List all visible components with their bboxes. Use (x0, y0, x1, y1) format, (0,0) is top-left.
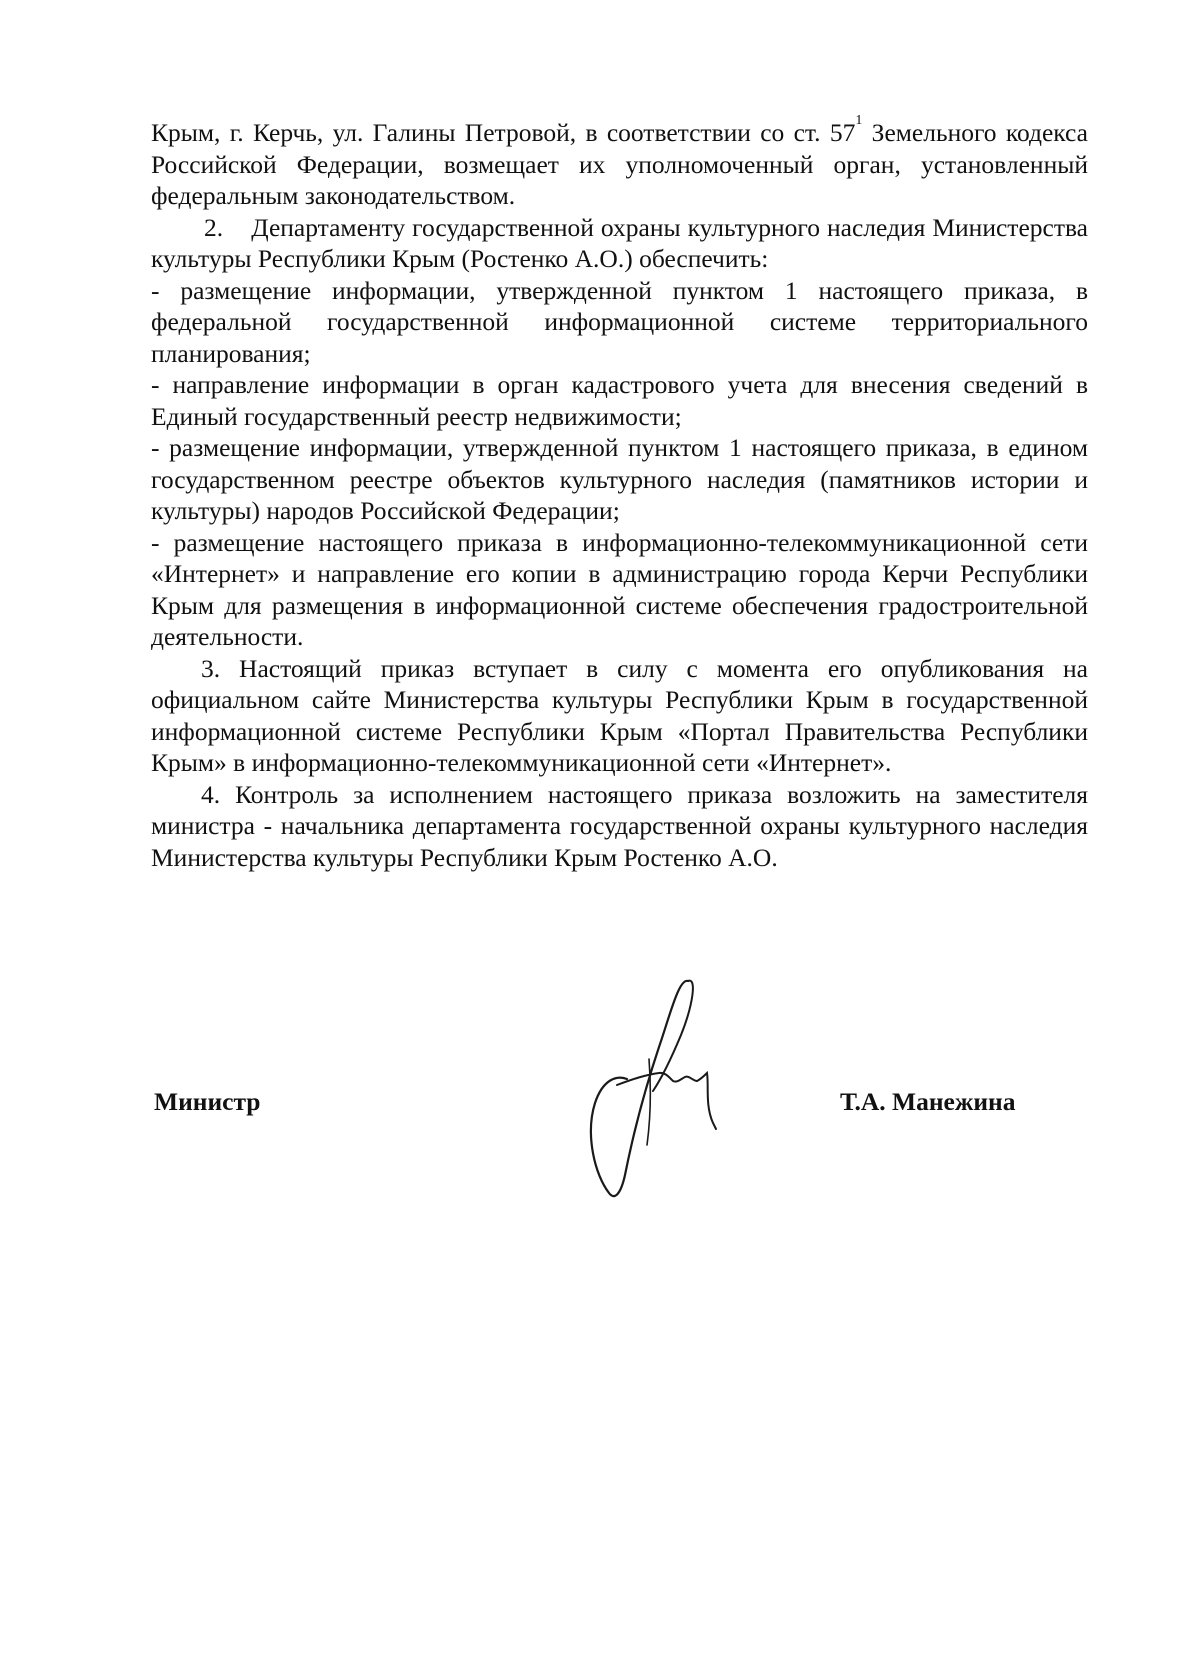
signatory-title: Министр (154, 1087, 261, 1116)
item-4: 4. Контроль за исполнением настоящего приказа возложить на заместителя министра - начальника департамента государственной охраны культурного наследия Министерства культуры Республики Крым Ростенко А.О. (151, 779, 1088, 872)
item-2-bullet: - размещение информации, утвержденной пунктом 1 настоящего приказа, в едином государственном реестре объектов культурного наследия (памятников истории и культуры) народов Российской Федерации; (151, 433, 1088, 525)
paragraph-intro-text-a: Крым, г. Керчь, ул. Галины Петровой, в соответствии со ст. 57 (151, 118, 856, 147)
item-2-bullet: - направление информации в орган кадастрового учета для внесения сведений в Единый государственный реестр недвижимости; (151, 370, 1088, 431)
paragraph-intro-text-b: Земельного кодекса Российской Федерации, возмещает их уполномоченный орган, установленный федеральным законодательством. (151, 118, 1088, 210)
item-2: 2. Департаменту государственной охраны культурного наследия Министерства культуры Республики Крым (Ростенко А.О.) обеспечить: (151, 212, 1088, 273)
item-3: 3. Настоящий приказ вступает в силу с момента его опубликования на официальном сайте Министерства культуры Республики Крым в государственной информационной системе Республики Крым «Портал Правительства Республики Крым» в информационно-телекоммуникационной сети «Интернет». (151, 653, 1088, 777)
signatory-name: Т.А. Манежина (840, 1087, 1016, 1116)
item-2-bullet: - размещение настоящего приказа в информационно-телекоммуникационной сети «Интернет» и направление его копии в администрацию города Керчи Республики Крым для размещения в информационной системе обеспечения градостроительной деятельности. (151, 527, 1088, 651)
article-superscript: 1 (855, 113, 863, 128)
item-2-bullet: - размещение информации, утвержденной пунктом 1 настоящего приказа, в федеральной государственной информационной системе территориального планирования; (151, 275, 1088, 368)
handwritten-signature (585, 975, 735, 1200)
